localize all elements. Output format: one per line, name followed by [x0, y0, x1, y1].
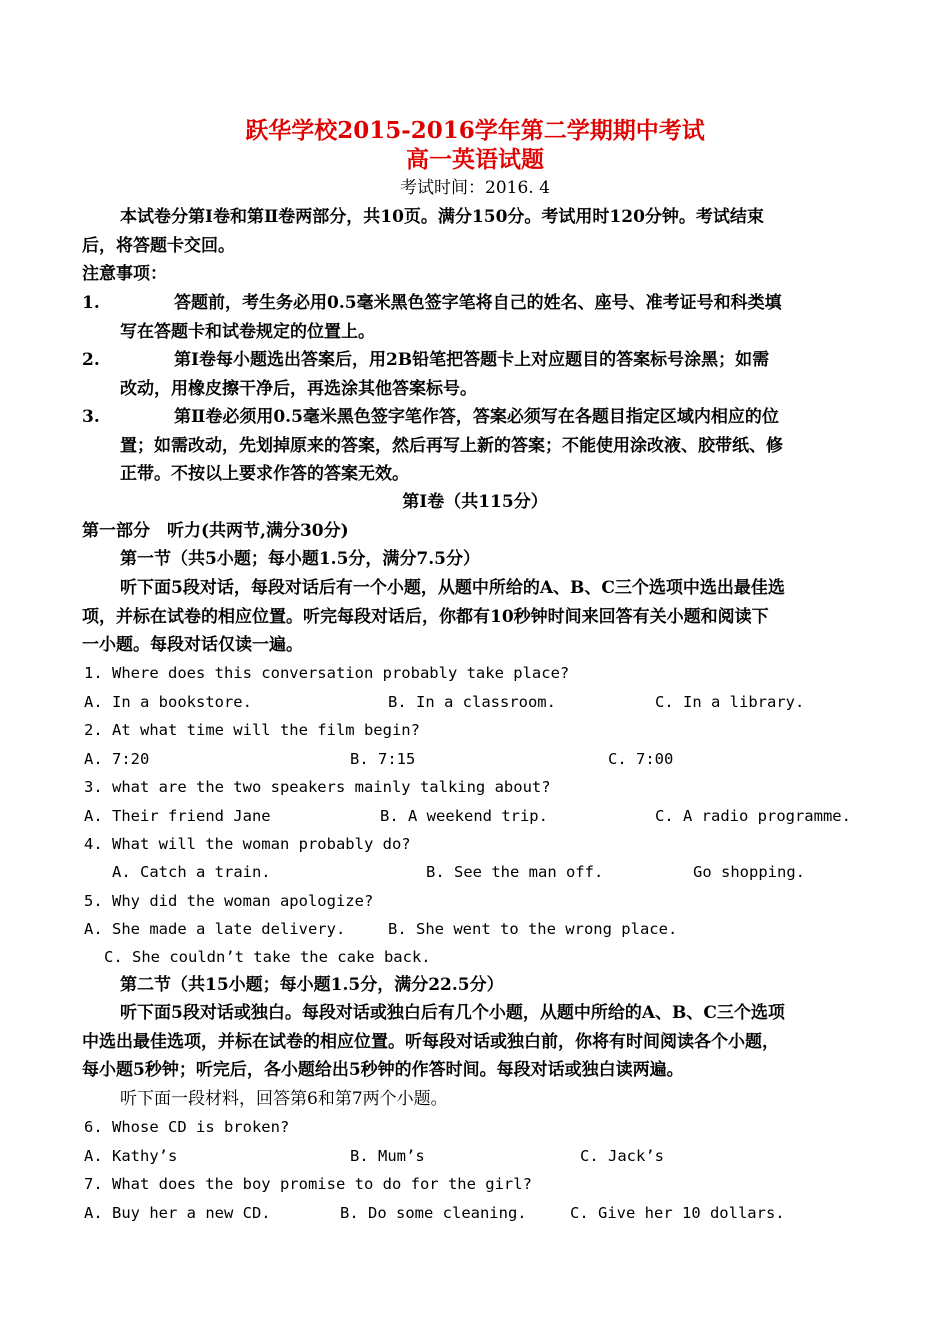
option-a: A. Buy her a new CD. [84, 1204, 271, 1222]
section-1-instructions-3: 一小题。每段对话仅读一遍。 [82, 635, 303, 655]
section-1-heading: 第一节（共5小题；每小题1.5分，满分7.5分） [120, 549, 480, 569]
option-b: B. Do some cleaning. [340, 1204, 527, 1222]
note-number: 2. [82, 350, 100, 370]
option-a: A. Catch a train. [112, 863, 271, 881]
option-a: A. 7:20 [84, 750, 150, 768]
intro-line-1: 本试卷分第Ⅰ卷和第Ⅱ卷两部分，共10页。满分150分。考试用时120分钟。考试结束 [120, 207, 764, 227]
volume-1-heading: 第Ⅰ卷（共115分） [402, 492, 548, 512]
option-b: B. She went to the wrong place. [388, 920, 678, 938]
exam-title: 跃华学校2015-2016学年第二学期期中考试 [245, 117, 705, 144]
option-b: B. Mum’s [350, 1147, 425, 1165]
question-6: 6. Whose CD is broken? [84, 1118, 290, 1136]
sub-instruction: 听下面一段材料，回答第6和第7两个小题。 [120, 1089, 448, 1109]
note-3-line-1: 第Ⅱ卷必须用0.5毫米黑色签字笔作答，答案必须写在各题目指定区域内相应的位 [174, 407, 779, 427]
notes-heading: 注意事项： [82, 264, 167, 284]
question-7: 7. What does the boy promise to do for the girl? [84, 1175, 532, 1193]
note-1-line-2: 写在答题卡和试卷规定的位置上。 [120, 322, 375, 342]
option-b: B. See the man off. [426, 863, 604, 881]
note-3-line-2: 置；如需改动，先划掉原来的答案，然后再写上新的答案；不能使用涂改液、胶带纸、修 [120, 436, 783, 456]
question-1: 1. Where does this conversation probably take place? [84, 664, 570, 682]
question-4: 4. What will the woman probably do? [84, 835, 411, 853]
note-2-line-1: 第Ⅰ卷每小题选出答案后，用2B铅笔把答题卡上对应题目的答案标号涂黑；如需 [174, 350, 770, 370]
option-c: C. A radio programme. [655, 807, 851, 825]
option-b: B. In a classroom. [388, 693, 556, 711]
section-1-instructions-2: 项，并标在试卷的相应位置。听完每段对话后，你都有10秒钟时间来回答有关小题和阅读下 [82, 607, 769, 627]
option-c: C. In a library. [655, 693, 805, 711]
note-number: 3. [82, 407, 100, 427]
option-c: C. 7:00 [608, 750, 674, 768]
exam-subtitle: 高一英语试题 [406, 146, 544, 173]
note-1-line-1: 答题前，考生务必用0.5毫米黑色签字笔将自己的姓名、座号、准考证号和科类填 [174, 293, 782, 313]
option-a: A. She made a late delivery. [84, 920, 346, 938]
part-1-heading: 第一部分 听力(共两节,满分30分) [82, 521, 349, 541]
option-a: A. In a bookstore. [84, 693, 252, 711]
intro-line-2: 后，将答题卡交回。 [82, 236, 235, 256]
question-3: 3. what are the two speakers mainly talking about? [84, 778, 551, 796]
section-2-instructions-2: 中选出最佳选项，并标在试卷的相应位置。听每段对话或独白前，你将有时间阅读各个小题， [82, 1032, 779, 1052]
note-number: 1. [82, 293, 100, 313]
question-5: 5. Why did the woman apologize? [84, 892, 374, 910]
option-b: B. 7:15 [350, 750, 416, 768]
section-2-heading: 第二节（共15小题；每小题1.5分，满分22.5分） [120, 975, 504, 995]
exam-time: 考试时间：2016. 4 [400, 178, 550, 198]
section-2-instructions-3: 每小题5秒钟；听完后，各小题给出5秒钟的作答时间。每段对话或独白读两遍。 [82, 1060, 684, 1080]
option-c: Go shopping. [693, 863, 805, 881]
question-2: 2. At what time will the film begin? [84, 721, 420, 739]
option-a: A. Their friend Jane [84, 807, 271, 825]
option-c: C. Give her 10 dollars. [570, 1204, 785, 1222]
note-2-line-2: 改动，用橡皮擦干净后，再选涂其他答案标号。 [120, 379, 477, 399]
option-c: C. She couldn’t take the cake back. [104, 948, 431, 966]
section-1-instructions-1: 听下面5段对话，每段对话后有一个小题，从题中所给的A、B、C三个选项中选出最佳选 [120, 578, 785, 598]
section-2-instructions-1: 听下面5段对话或独白。每段对话或独白后有几个小题，从题中所给的A、B、C三个选项 [120, 1003, 785, 1023]
option-b: B. A weekend trip. [380, 807, 548, 825]
option-c: C. Jack’s [580, 1147, 664, 1165]
note-3-line-3: 正带。不按以上要求作答的答案无效。 [120, 464, 409, 484]
option-a: A. Kathy’s [84, 1147, 178, 1165]
